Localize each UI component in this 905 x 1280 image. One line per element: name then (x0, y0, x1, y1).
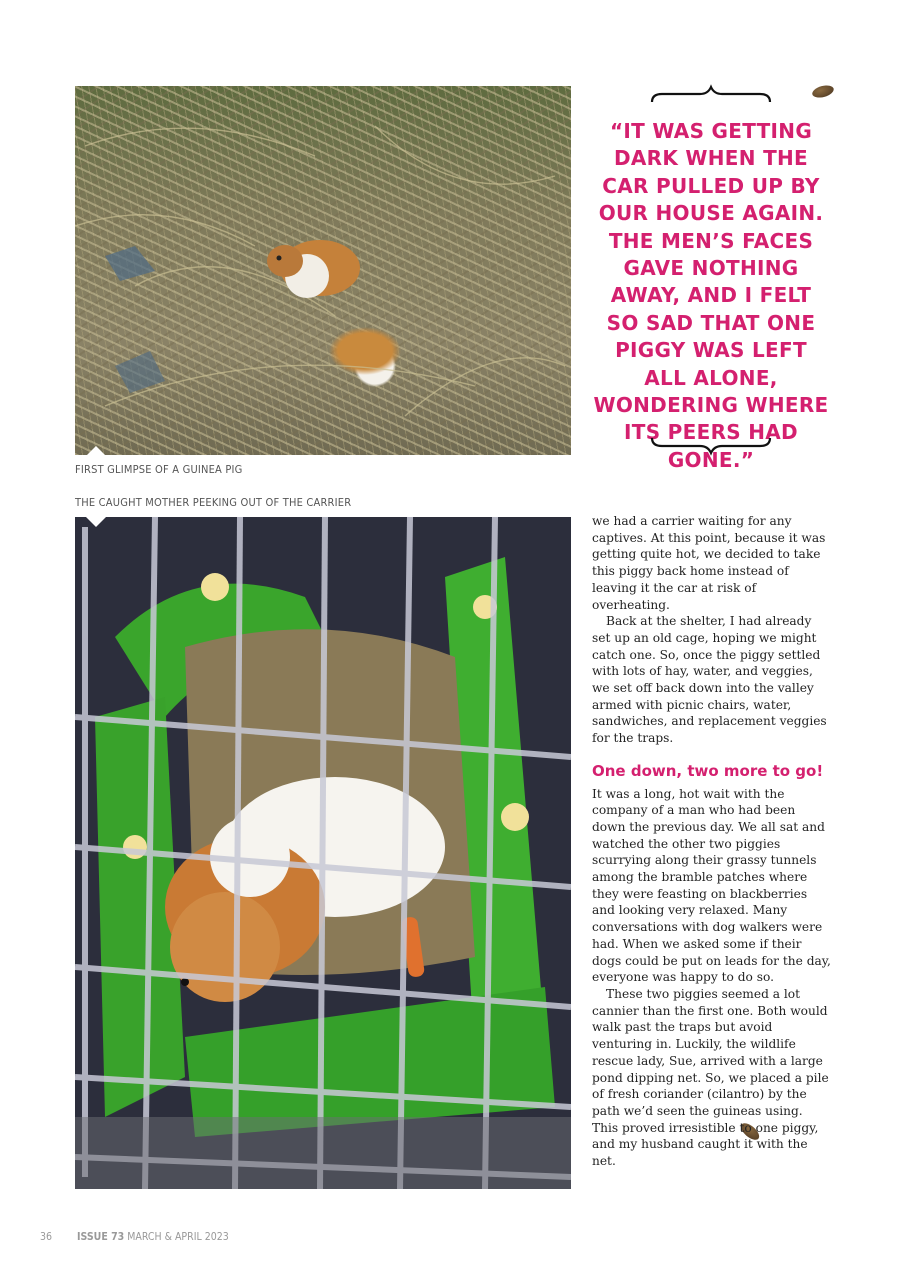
caption-pointer (86, 517, 106, 527)
droppings-decoration (811, 83, 835, 99)
grass-illustration (75, 86, 571, 455)
page-footer (40, 1231, 229, 1243)
issue-number: ISSUE 73 (77, 1231, 125, 1243)
article-paragraph: It was a long, hot wait with the company of a man who had been down the previous day. We all sat and watched the other two piggies scurrying along their grassy tunnels among the bramble patches where they were feasting on blackberries and looking very relaxed. Many conversations with dog walkers were had. When we asked some if their dogs could be put on leads for the day, everyone was happy to do so. (592, 786, 831, 985)
brace-top-icon (648, 84, 774, 108)
article-paragraph: we had a carrier waiting for any captives. At this point, because it was getting quite hot, we decided to take this piggy back home instead of leaving it the car at risk of overheating. (592, 514, 826, 612)
photo-caption-top: FIRST GLIMPSE OF A GUINEA PIG (75, 463, 243, 476)
article-paragraph: Back at the shelter, I had already set up an old cage, hoping we might catch one. So, once the piggy settled with lots of hay, water, and veggies, we set off back down into the valley armed with picnic chairs, water, sandwiches, and replacement veggies for the traps. (592, 614, 827, 746)
caption-pointer (86, 446, 106, 456)
carrier-photo (75, 517, 571, 1189)
brace-bottom-icon (648, 432, 774, 456)
pull-quote: “IT WAS GETTING DARK WHEN THE CAR PULLED UP BY OUR HOUSE AGAIN. THE MEN’S FACES GAVE NOTHING AWAY, AND I FELT SO SAD THAT ONE PIGGY WAS LEFT ALL ALONE, WONDERING WHERE ITS PEERS HAD GONE.” (593, 119, 829, 472)
carrier-illustration (75, 517, 571, 1189)
page-number: 36 (40, 1231, 53, 1243)
photo-caption-bottom: THE CAUGHT MOTHER PEEKING OUT OF THE CARRIER (75, 496, 352, 509)
article-body (592, 513, 832, 1170)
section-heading: One down, two more to go! (592, 761, 824, 780)
article-paragraph: These two piggies seemed a lot cannier than the first one. Both would walk past the traps but avoid venturing in. Luckily, the wildlife rescue lady, Sue, arrived with a large pond dipping net. So, we placed a pile of fresh coriander (cilantro) by the path we’d seen the guineas using. This proved irresistible to one piggy, and my husband caught it with the net. (592, 986, 829, 1169)
issue-date: MARCH & APRIL 2023 (127, 1231, 229, 1243)
guinea-pig-in-grass-photo (75, 86, 571, 455)
